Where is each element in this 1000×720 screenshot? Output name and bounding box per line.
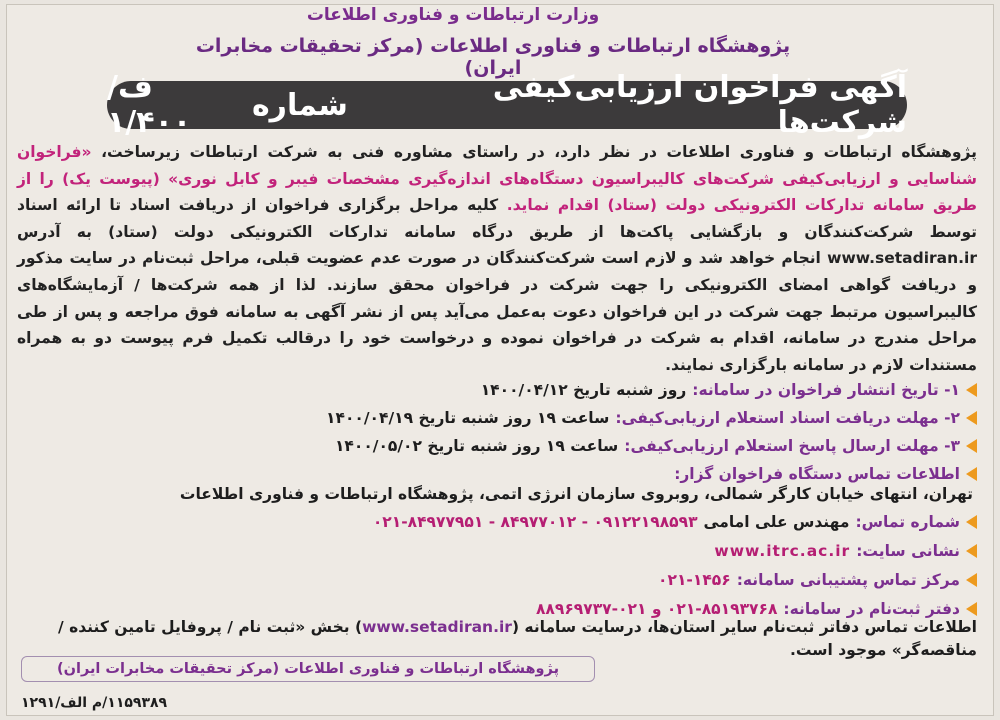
- contact-list: [17, 507, 977, 623]
- bullet-triangle-icon: [966, 439, 977, 453]
- website-link[interactable]: www.itrc.ac.ir: [714, 541, 851, 560]
- schedule-label: ۳- مهلت ارسال پاسخ استعلام ارزیابی‌کیفی:: [624, 437, 960, 455]
- schedule-item: [17, 404, 977, 432]
- footer-note-start: اطلاعات تماس دفاتر ثبت‌نام سایر استان‌ها، درسایت سامانه (: [511, 618, 977, 636]
- title-text: آگهی فراخوان ارزیابی‌کیفی شرکت‌ها: [492, 70, 907, 140]
- body-details: کلیه مراحل برگزاری فراخوان از دریافت اسناد تا ارائه اسناد توسط شرکت‌کنندگان و بازگشایی پاکت‌ها از طریق درگاه سامانه تدارکات الکترونیکی دولت (ستاد) به آدرس www.setadiran.ir انجام خواهد شد و لازم است شرکت‌کنندگان در صورت عدم عضویت قبلی، مراحل ثبت‌نام در سایت مذکور و دریافت گواهی امضای الکترونیکی را جهت شرکت در فراخوان محقق سازند. لذا از همه شرکت‌ها / آزمایشگاه‌های کالیبراسیون مرتبط جهت شرکت در این فراخوان دعوت به‌عمل می‌آید پس از نشر آگهی به سامانه فوق مراجعه و پس از طی مراحل مندرج در سامانه، اقدام به شرکت در فراخوان نموده و درخواست خود را درقالب تکمیل فرم پیوست دو به همراه مستندات لازم در سامانه بارگزاری نمایند.: [17, 196, 977, 374]
- setad-link[interactable]: www.setadiran.ir: [362, 618, 512, 636]
- bullet-triangle-icon: [966, 602, 977, 616]
- support-number: ۰۲۱-۱۴۵۶: [658, 570, 731, 589]
- body-paragraph: [17, 139, 977, 378]
- body-highlight: «فراخوان شناسایی و ارزیابی‌کیفی شرکت‌های کالیبراسیون دستگاه‌های اندازه‌گیری مشخصات فیبر و کابل نوری» (پیوست یک) را از طریق سامانه تدارکات الکترونیکی دولت (ستاد) اقدام نماید.: [17, 143, 977, 215]
- contact-website: [17, 536, 977, 565]
- schedule-list: [17, 376, 977, 460]
- title-number: ف/۱/۴۰۰: [107, 70, 192, 140]
- schedule-item: [17, 432, 977, 460]
- title-number-label: شماره: [251, 87, 348, 123]
- phone-label: شماره تماس:: [855, 512, 960, 531]
- schedule-value: ساعت ۱۹ روز شنبه تاریخ ۱۴۰۰/۰۵/۰۲: [334, 437, 619, 455]
- bullet-triangle-icon: [966, 573, 977, 587]
- schedule-value: ساعت ۱۹ روز شنبه تاریخ ۱۴۰۰/۰۴/۱۹: [326, 409, 610, 427]
- website-label: نشانی سایت:: [856, 541, 960, 560]
- schedule-item: [17, 376, 977, 404]
- support-label: مرکز تماس پشتیبانی سامانه:: [736, 570, 960, 589]
- schedule-label: ۱- تاریخ انتشار فراخوان در سامانه:: [692, 381, 960, 399]
- body-intro: پژوهشگاه ارتباطات و فناوری اطلاعات در نظر دارد، در راستای مشاوره فنی به شرکت ارتباطات زیرساخت،: [91, 143, 977, 161]
- bullet-triangle-icon: [966, 544, 977, 558]
- registration-label: دفتر ثبت‌نام در سامانه:: [783, 599, 960, 618]
- footer-note-end: ) بخش «ثبت نام / پروفایل تامین کننده / مناقصه‌گر» موجود است.: [58, 618, 977, 659]
- publication-code: ۱۱۵۹۳۸۹/م الف/۱۲۹۱: [21, 695, 168, 711]
- contact-heading-text: اطلاعات تماس دستگاه فراخوان گزار:: [674, 465, 960, 483]
- contact-phone: [17, 507, 977, 536]
- bullet-triangle-icon: [966, 467, 977, 481]
- contact-address: تهران، انتهای خیابان کارگر شمالی، روبروی سازمان انرژی اتمی، پژوهشگاه ارتباطات و فناوری اطلاعات: [179, 485, 973, 503]
- bullet-triangle-icon: [966, 411, 977, 425]
- bullet-triangle-icon: [966, 515, 977, 529]
- title-banner: [107, 70, 907, 140]
- schedule-value: روز شنبه تاریخ ۱۴۰۰/۰۴/۱۲: [480, 381, 687, 399]
- phone-numbers: ۰۹۱۲۲۱۹۸۵۹۳ - ۸۴۹۷۷۰۱۲ - ۰۲۱-۸۴۹۷۷۹۵۱: [372, 512, 698, 531]
- institute-heading: پژوهشگاه ارتباطات و فناوری اطلاعات (مرکز تحقیقات مخابرات ایران): [195, 35, 791, 79]
- contact-support: [17, 565, 977, 594]
- footer-institute-box: پژوهشگاه ارتباطات و فناوری اطلاعات (مرکز تحقیقات مخابرات ایران): [21, 656, 595, 682]
- registration-numbers: ۰۲۱-۸۵۱۹۳۷۶۸ و ۰۲۱-۸۸۹۶۹۷۳۷: [535, 599, 778, 618]
- advertisement-page: [6, 4, 994, 716]
- bullet-triangle-icon: [966, 383, 977, 397]
- schedule-label: ۲- مهلت دریافت اسناد استعلام ارزیابی‌کیفی:: [615, 409, 960, 427]
- ministry-heading: وزارت ارتباطات و فناوری اطلاعات: [306, 5, 600, 25]
- phone-contact-name: مهندس علی امامی: [703, 512, 850, 531]
